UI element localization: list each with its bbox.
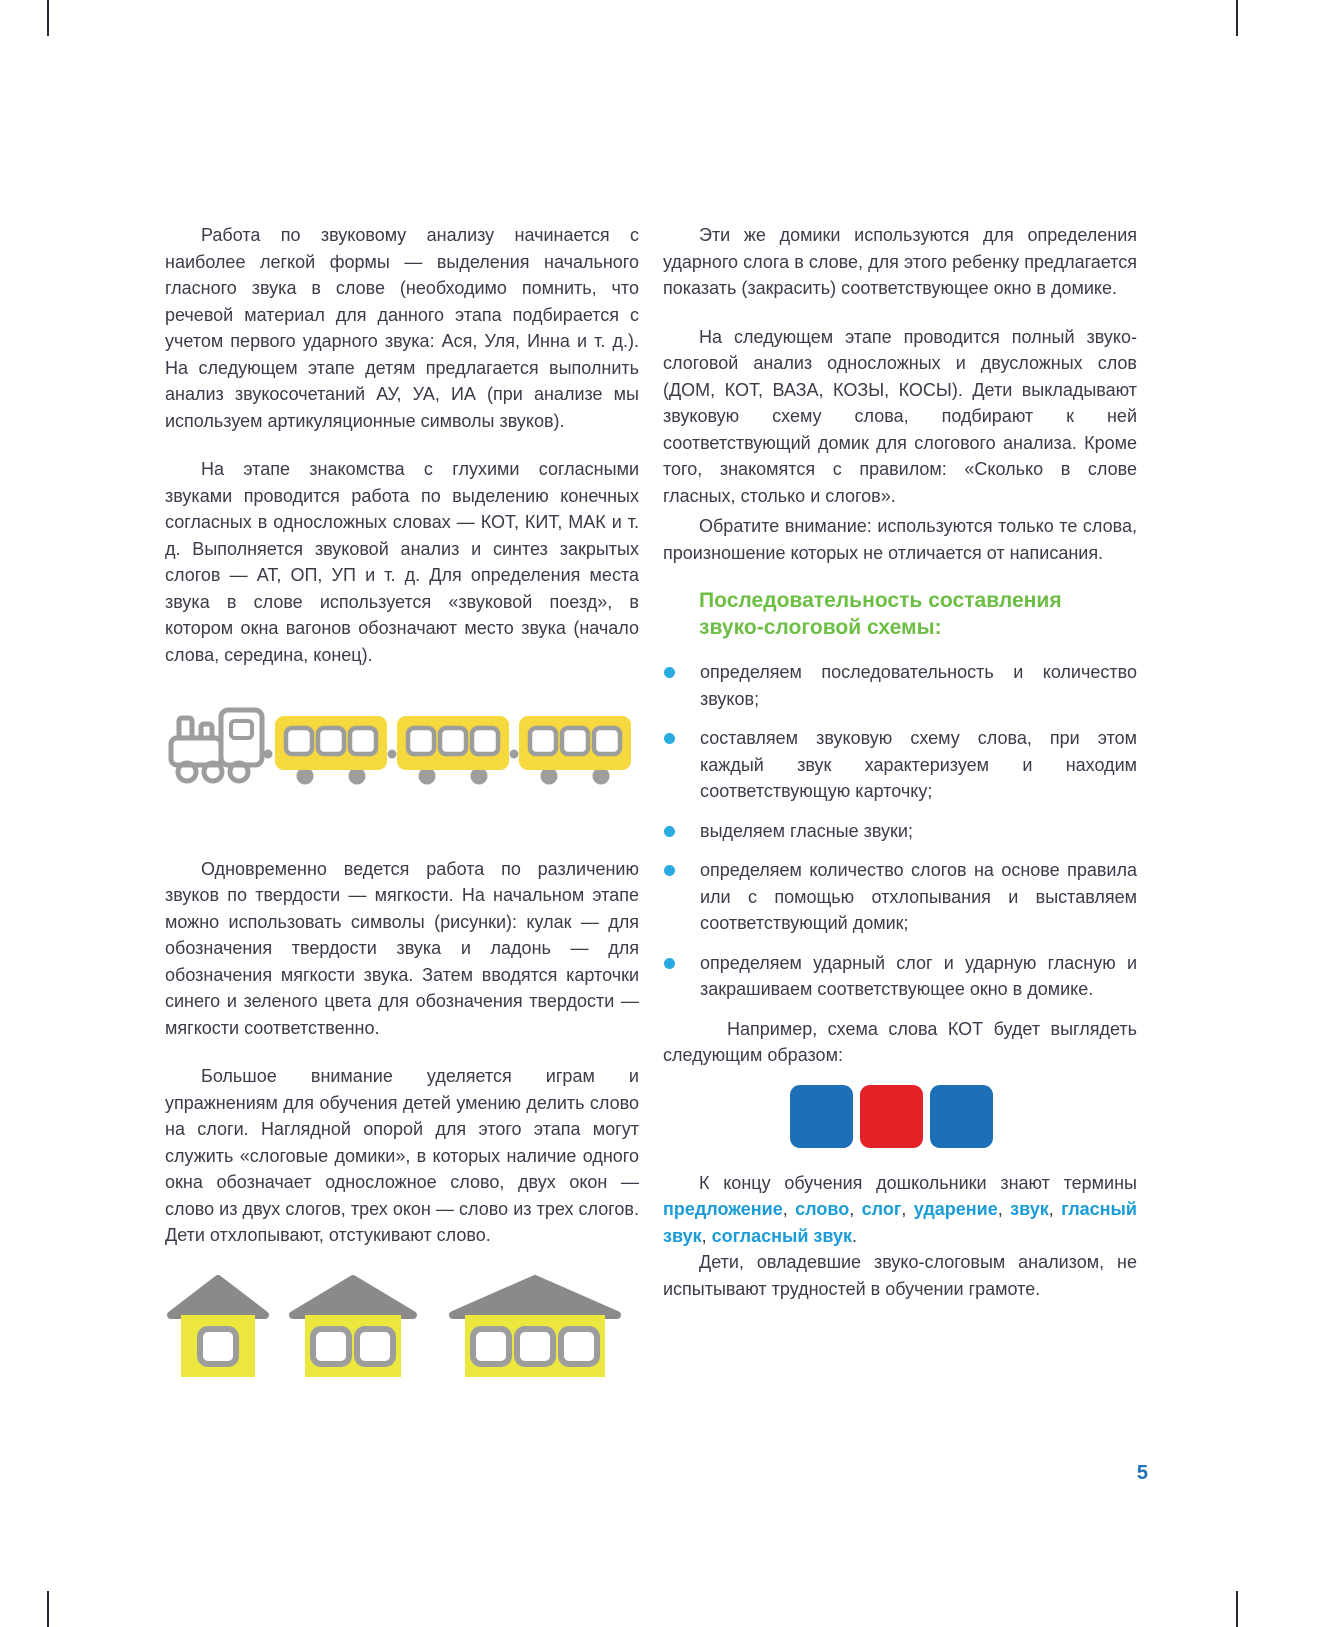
house-window	[561, 1329, 597, 1364]
list-item	[663, 659, 1137, 712]
coupling-dot	[264, 750, 273, 759]
list-item-text: составляем звуковую схему слова, при этом каждый звук характеризуем и находим соответствующую карточку;	[700, 728, 1137, 801]
term-syllable: слог	[861, 1199, 902, 1219]
separator: ,	[701, 1225, 712, 1246]
section-heading-sequence	[663, 588, 1137, 641]
sound-card-hard-consonant	[930, 1085, 993, 1148]
separator: ,	[782, 1199, 796, 1219]
paragraph-closing: Дети, овладевшие звуко-слоговым анализом, не испытывают трудностей в обучении грамоте.	[663, 1252, 1137, 1299]
term-stress: ударение	[913, 1199, 998, 1219]
term-word: слово	[795, 1199, 850, 1219]
paragraph-stressed-syllable: Эти же домики используются для определения ударного слога в слове, для этого ребенку предлагается показать (закрасить) соответствующее окно в домике.	[663, 225, 1137, 298]
coupling-dot	[388, 750, 397, 759]
sound-train-illustration	[165, 696, 639, 798]
list-item-text: определяем количество слогов на основе правила или с помощью отхлопывания и выставляем соответствующий домик;	[700, 860, 1137, 933]
bullet-icon	[664, 667, 675, 678]
left-column	[165, 222, 639, 1388]
wagon-window	[408, 728, 434, 754]
house-window	[473, 1329, 509, 1364]
wheel-icon	[349, 768, 366, 785]
paragraph-sound-analysis-intro: Работа по звуковому анализу начинается с наиболее легкой формы — выделения начального гласного звука в слове (необходимо помнить, что речевой материал для данного этапа подбирается с учетом первого ударного звука: Ася, Уля, Инна и т. д.). На следующем этапе детям предлагается выполнить анализ звукосочетаний АУ, УА, ИА (при анализе мы используем артикуляционные символы звуков).	[165, 225, 639, 431]
crop-mark	[47, 0, 49, 36]
roof-icon	[293, 1279, 413, 1315]
separator: ,	[901, 1199, 914, 1219]
terms-lead: К концу обучения дошкольники знают термины	[699, 1172, 1137, 1193]
sequence-list	[663, 659, 1137, 1003]
roof-icon	[453, 1279, 617, 1315]
heading-line: звуко-слоговой схемы:	[699, 615, 942, 639]
paragraph-hard-soft-sounds: Одновременно ведется работа по различению звуков по твердости — мягкости. На начальном этапе можно использовать символы (рисунки): кулак — для обозначения твердости звука и ладонь — для обозначения мягкости звука. Затем вводятся карточки синего и зеленого цвета для обозначения твердости — мягкости соответственно.	[165, 858, 639, 1038]
term-vowel-sound: гласный звук	[663, 1199, 1137, 1246]
wagon-icon	[519, 716, 631, 785]
train-icon	[165, 696, 635, 790]
list-item	[663, 857, 1137, 937]
sound-card-hard-consonant	[790, 1085, 853, 1148]
separator: ,	[849, 1199, 862, 1219]
term-consonant-sound: согласный звук	[711, 1225, 853, 1246]
heading-line: Последовательность составления	[699, 589, 1062, 612]
list-item	[663, 950, 1137, 1003]
paragraph-syllable-houses: Большое внимание уделяется играм и упражнениям для обучения детей умению делить слово на слоги. Наглядной опорой для этого этапа могут служить «слоговые домики», в которых наличие одного окна обозначает односложное слово, двух окон — слово из двух слогов, трех окон — слово из трех слогов. Дети отхлопывают, отстукивают слово.	[165, 1066, 639, 1245]
wagon-window	[318, 728, 344, 754]
wagon-window	[562, 728, 588, 754]
sound-card-vowel	[860, 1085, 923, 1148]
house-window	[200, 1329, 236, 1364]
bullet-icon	[664, 733, 675, 744]
house-two-windows	[293, 1279, 413, 1377]
separator: .	[852, 1225, 858, 1246]
paragraph-consonants-stage: На этапе знакомства с глухими согласными звуками проводится работа по выделению конечных согласных в односложных словах — КОТ, КИТ, МАК и т. д. Выполняется звуковой анализ и синтез закрытых слогов — АТ, ОП, УП и т. д. Для определения места звука в слове используется «звуковой поезд», в котором окна вагонов обозначают место звука (начало слова, середина, конец).	[165, 459, 639, 665]
list-item	[663, 725, 1137, 805]
list-item-text: определяем последовательность и количество звуков;	[700, 662, 1137, 709]
paragraph-full-analysis: На следующем этапе проводится полный звуко-слоговой анализ односложных и двусложных слов (ДОМ, КОТ, ВАЗА, КОЗЫ, КОСЫ). Дети выкладывают звуковую схему слова, подбирают к ней соответствующий домик для слогового анализа. Кроме того, знакомятся с правилом: «Сколько в слове гласных, столько и слогов».	[663, 326, 1137, 506]
house-one-window	[171, 1279, 265, 1377]
paragraph-example-kot: Например, схема слова КОТ будет выглядеть следующим образом:	[663, 1018, 1137, 1065]
term-sentence: предложение	[663, 1199, 783, 1219]
bullet-icon	[664, 826, 675, 837]
roof-icon	[171, 1279, 265, 1315]
syllable-houses-illustration	[165, 1275, 639, 1389]
crop-mark	[1236, 1591, 1238, 1627]
house-window	[517, 1329, 553, 1364]
wagon-icon	[275, 716, 387, 785]
wheel-icon	[419, 768, 436, 785]
list-item-text: выделяем гласные звуки;	[700, 820, 913, 841]
coupling-dot	[510, 750, 519, 759]
term-sound: звук	[1010, 1199, 1049, 1219]
houses-icon	[165, 1275, 635, 1381]
wagon-window	[472, 728, 498, 754]
house-window	[357, 1329, 393, 1364]
house-window	[313, 1329, 349, 1364]
page-number: 5	[1136, 1462, 1148, 1484]
wagon-icon	[397, 716, 509, 785]
wheel-icon	[541, 768, 558, 785]
crop-mark	[47, 1591, 49, 1627]
locomotive-icon	[171, 710, 262, 781]
wagon-window	[530, 728, 556, 754]
bullet-icon	[664, 958, 675, 969]
house-three-windows	[453, 1279, 617, 1377]
paragraph-terms	[663, 1170, 1137, 1250]
crop-mark	[1236, 0, 1238, 36]
separator: ,	[1048, 1199, 1062, 1219]
list-item-text: определяем ударный слог и ударную гласную и закрашиваем соответствующее окно в домике.	[700, 952, 1137, 999]
wheel-icon	[471, 768, 488, 785]
paragraph-note: Обратите внимание: используются только те слова, произношение которых не отличается от написания.	[663, 516, 1137, 563]
separator: ,	[997, 1199, 1011, 1219]
word-schema-kot	[790, 1085, 1137, 1148]
list-item	[663, 818, 1137, 845]
wagon-window	[594, 728, 620, 754]
right-column	[663, 222, 1137, 1302]
wagon-window	[350, 728, 376, 754]
wagon-window	[440, 728, 466, 754]
wheel-icon	[297, 768, 314, 785]
bullet-icon	[664, 865, 675, 876]
wagon-window	[286, 728, 312, 754]
wheel-icon	[593, 768, 610, 785]
